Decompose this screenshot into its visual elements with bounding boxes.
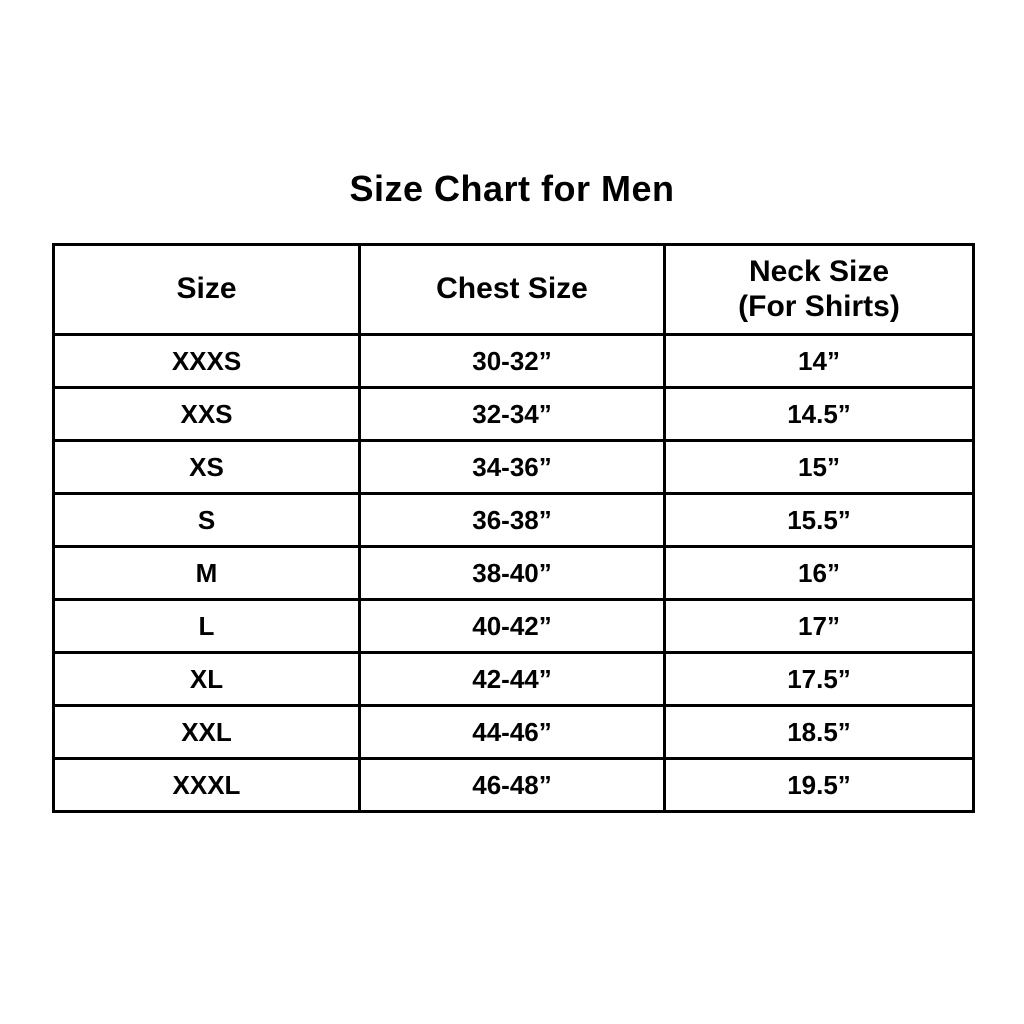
chest-cell: 42-44” [360, 653, 665, 706]
chest-cell: 36-38” [360, 494, 665, 547]
table-row [54, 388, 974, 441]
table-row [54, 335, 974, 388]
size-chart-table [52, 243, 975, 813]
size-cell: XXXL [54, 759, 360, 812]
page-title: Size Chart for Men [349, 168, 675, 209]
neck-cell: 18.5” [665, 706, 974, 759]
chest-cell: 44-46” [360, 706, 665, 759]
table-row [54, 706, 974, 759]
chest-cell: 34-36” [360, 441, 665, 494]
chest-cell: 30-32” [360, 335, 665, 388]
neck-cell: 15.5” [665, 494, 974, 547]
chest-cell: 32-34” [360, 388, 665, 441]
column-header-neck [665, 245, 974, 335]
size-cell: M [54, 547, 360, 600]
chest-cell: 46-48” [360, 759, 665, 812]
column-header-size-label: Size [176, 272, 237, 306]
table-row [54, 759, 974, 812]
table-row [54, 547, 974, 600]
neck-cell: 14” [665, 335, 974, 388]
size-cell: XS [54, 441, 360, 494]
neck-cell: 14.5” [665, 388, 974, 441]
neck-cell: 17” [665, 600, 974, 653]
neck-cell: 15” [665, 441, 974, 494]
table-row [54, 494, 974, 547]
column-header-chest-label: Chest Size [436, 272, 588, 306]
column-header-neck-line1: Neck Size [748, 255, 890, 288]
chest-cell: 40-42” [360, 600, 665, 653]
table-row [54, 441, 974, 494]
neck-cell: 19.5” [665, 759, 974, 812]
size-cell: XXXS [54, 335, 360, 388]
size-cell: L [54, 600, 360, 653]
neck-cell: 16” [665, 547, 974, 600]
column-header-size [54, 245, 360, 335]
column-header-chest [360, 245, 665, 335]
table-header-row [54, 245, 974, 335]
chest-cell: 38-40” [360, 547, 665, 600]
size-cell: XL [54, 653, 360, 706]
neck-cell: 17.5” [665, 653, 974, 706]
table-row [54, 653, 974, 706]
size-cell: XXL [54, 706, 360, 759]
size-cell: XXS [54, 388, 360, 441]
column-header-neck-line2: (For Shirts) [738, 289, 900, 323]
table-row [54, 600, 974, 653]
size-cell: S [54, 494, 360, 547]
